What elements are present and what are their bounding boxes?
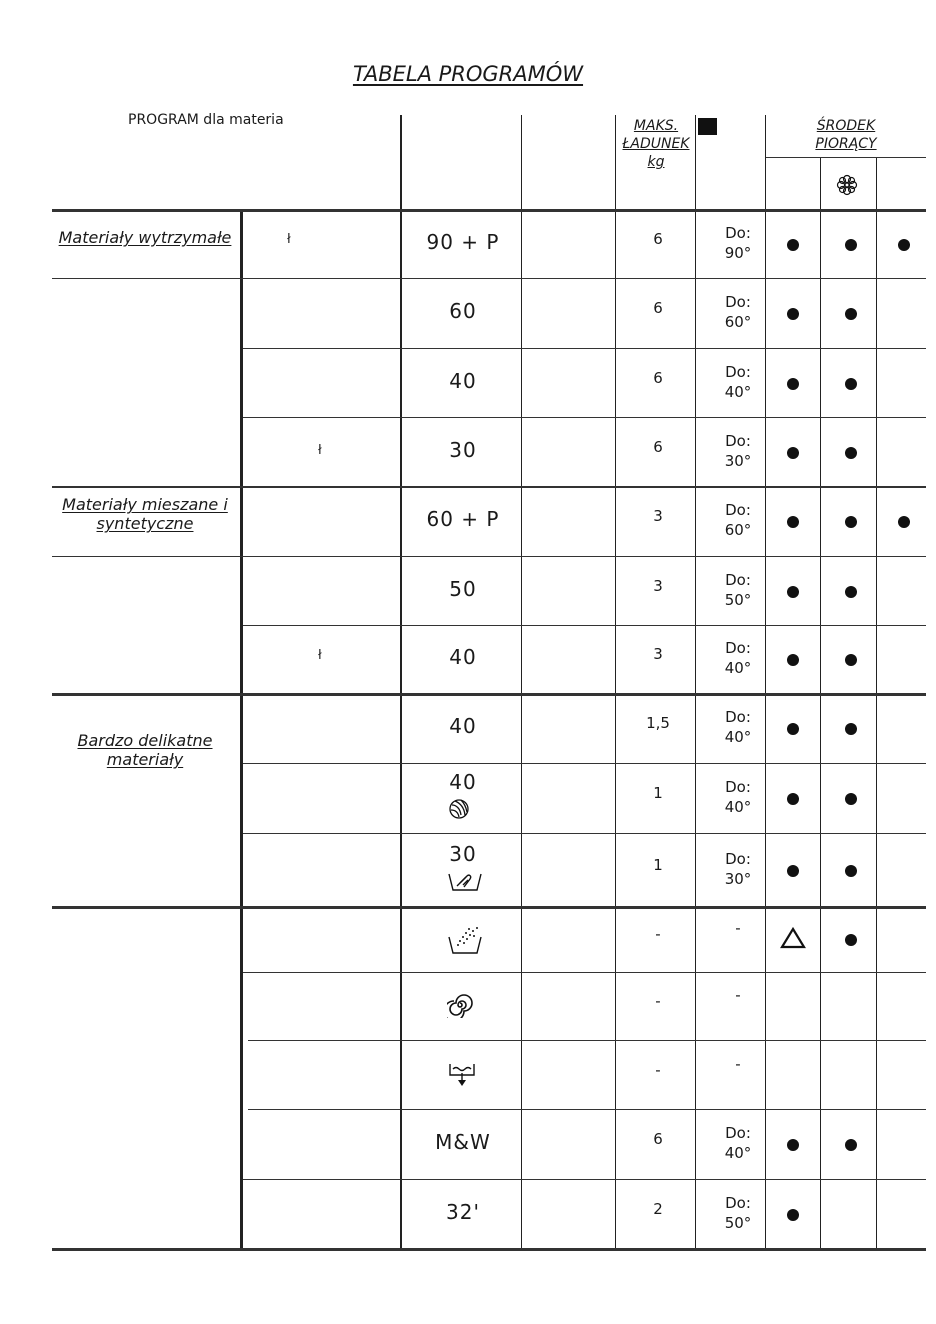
temperature-value xyxy=(700,1193,776,1233)
grid-line xyxy=(248,1109,926,1110)
temperature-value xyxy=(700,362,776,402)
max-load-value: 6 xyxy=(653,1130,663,1148)
grid-line xyxy=(400,115,402,1249)
temperature-value xyxy=(700,1054,776,1074)
program-code: 30 xyxy=(449,437,477,462)
max-load-value: - xyxy=(655,925,661,943)
temperature-value xyxy=(700,292,776,332)
detergent-dot xyxy=(845,378,857,390)
grid-line xyxy=(243,348,926,349)
temp-degree: 40° xyxy=(724,798,752,816)
wool-icon xyxy=(447,798,471,824)
temp-prefix: Do: xyxy=(725,778,751,796)
temp-prefix: Do: xyxy=(725,849,751,868)
detergent-dot xyxy=(845,934,857,946)
program-code: 60 xyxy=(449,299,477,323)
temp-prefix: Do: xyxy=(725,293,751,311)
detergent-dot xyxy=(845,654,857,666)
grid-line xyxy=(876,157,877,1249)
temp-prefix: Do: xyxy=(725,1124,751,1142)
tick-mark: ł xyxy=(318,648,322,663)
grid-line xyxy=(243,763,926,764)
max-load-header: MAKS. ŁADUNEK kg xyxy=(622,118,690,170)
detergent-dot xyxy=(787,447,799,459)
rinse-icon xyxy=(447,925,483,959)
detergent-dot xyxy=(787,793,799,805)
grid-line xyxy=(52,486,926,488)
grid-line xyxy=(695,115,696,1249)
detergent-dot xyxy=(787,1139,799,1151)
grid-line xyxy=(52,209,926,212)
hand-wash-icon xyxy=(447,870,483,896)
grid-line xyxy=(52,906,926,909)
detergent-dot xyxy=(845,516,857,528)
max-load-value: 2 xyxy=(653,1199,663,1218)
detergent-dot xyxy=(787,586,799,598)
temp-degree: 60° xyxy=(724,521,752,539)
grid-line xyxy=(243,972,926,973)
temperature-value xyxy=(700,431,776,471)
detergent-dot xyxy=(845,447,857,459)
temp-degree: 30° xyxy=(724,869,752,888)
temperature-value xyxy=(700,985,776,1005)
detergent-dot xyxy=(787,378,799,390)
temp-degree: 40° xyxy=(724,382,752,401)
temp-degree: 40° xyxy=(724,728,752,746)
category-mixed-synthetic: Materiały mieszane i syntetyczne xyxy=(62,495,228,533)
max-load-value: 3 xyxy=(653,507,663,525)
max-load-value: 3 xyxy=(653,645,663,663)
grid-line xyxy=(240,209,243,1249)
flower-softener-icon xyxy=(836,174,858,196)
grid-line xyxy=(52,278,926,279)
detergent-dot xyxy=(845,239,857,251)
tick-mark: ł xyxy=(287,232,291,247)
temp-degree: 30° xyxy=(724,451,752,470)
detergent-dot xyxy=(845,308,857,320)
grid-line xyxy=(52,693,926,696)
detergent-dot xyxy=(787,308,799,320)
temp-prefix: Do: xyxy=(725,362,751,381)
detergent-dot xyxy=(787,865,799,877)
grid-line xyxy=(766,157,926,158)
temp-prefix: Do: xyxy=(725,501,751,519)
prewash-triangle-icon xyxy=(780,927,806,953)
temp-prefix: - xyxy=(735,1054,741,1073)
max-load-value: 6 xyxy=(653,299,663,317)
detergent-dot xyxy=(845,723,857,735)
detergent-dot xyxy=(787,516,799,528)
page-title: TABELA PROGRAMÓW xyxy=(352,62,584,86)
detergent-dot xyxy=(898,516,910,528)
detergent-dot xyxy=(845,793,857,805)
program-code: 40 xyxy=(449,770,477,794)
grid-line xyxy=(243,417,926,418)
grid-line xyxy=(243,1179,926,1180)
max-load-value: 6 xyxy=(653,437,663,456)
detergent-dot xyxy=(898,239,910,251)
grid-line xyxy=(243,625,926,626)
temp-degree: 50° xyxy=(724,590,752,609)
temperature-value xyxy=(700,223,776,263)
drain-icon xyxy=(447,1061,477,1091)
grid-line xyxy=(52,1248,926,1251)
grid-line xyxy=(243,833,926,834)
temperature-square-icon xyxy=(698,118,717,135)
tick-mark: ł xyxy=(318,443,322,458)
program-code: 90 + P xyxy=(426,229,500,254)
max-load-value: 6 xyxy=(653,368,663,387)
temperature-value xyxy=(700,1123,776,1163)
detergent-header: ŚRODEK PIORĄCY xyxy=(815,118,877,152)
program-code: 40 xyxy=(449,645,477,669)
temp-prefix: - xyxy=(735,986,741,1004)
program-code: 50 xyxy=(449,576,477,601)
detergent-dot xyxy=(787,654,799,666)
max-load-value: - xyxy=(655,992,661,1010)
program-code: 60 + P xyxy=(426,507,500,531)
temp-degree: 90° xyxy=(724,243,752,262)
max-load-value: 3 xyxy=(653,576,663,595)
detergent-dot xyxy=(787,239,799,251)
temperature-value xyxy=(700,849,776,889)
max-load-value: 1,5 xyxy=(646,714,670,732)
category-heavy-duty: Materiały wytrzymałe xyxy=(58,228,232,247)
temp-prefix: Do: xyxy=(725,570,751,589)
temp-prefix: - xyxy=(735,919,741,937)
temp-prefix: Do: xyxy=(725,708,751,726)
temp-prefix: Do: xyxy=(725,223,751,242)
program-code: 30 xyxy=(449,841,477,866)
grid-line xyxy=(248,1040,926,1041)
temp-prefix: Do: xyxy=(725,639,751,657)
grid-line xyxy=(52,556,926,557)
temperature-value xyxy=(700,777,776,817)
temp-prefix: Do: xyxy=(725,1193,751,1212)
temperature-value xyxy=(700,570,776,610)
grid-line xyxy=(820,157,821,1249)
temp-degree: 60° xyxy=(724,313,752,331)
max-load-value: - xyxy=(655,1060,661,1079)
detergent-dot xyxy=(845,865,857,877)
grid-line xyxy=(521,115,522,1249)
max-load-value: 6 xyxy=(653,229,663,248)
category-very-delicate: Bardzo delikatne materiały xyxy=(77,731,213,769)
max-load-value: 1 xyxy=(653,784,663,802)
detergent-dot xyxy=(787,1209,799,1221)
temp-degree: 40° xyxy=(724,659,752,677)
detergent-dot xyxy=(845,586,857,598)
program-code: M&W xyxy=(435,1130,491,1154)
program-code: 40 xyxy=(449,368,477,393)
grid-line xyxy=(765,115,766,1249)
program-code: 32' xyxy=(446,1199,480,1224)
max-load-value: 1 xyxy=(653,855,663,874)
detergent-dot xyxy=(787,723,799,735)
temp-degree: 40° xyxy=(724,1144,752,1162)
temp-prefix: Do: xyxy=(725,431,751,450)
program-code: 40 xyxy=(449,714,477,738)
temperature-value xyxy=(700,707,776,747)
grid-line xyxy=(615,115,616,1249)
temperature-value xyxy=(700,638,776,678)
program-header: PROGRAM dla materia xyxy=(128,112,284,128)
temperature-value xyxy=(700,500,776,540)
temperature-value xyxy=(700,918,776,938)
temp-degree: 50° xyxy=(724,1213,752,1232)
spin-icon xyxy=(447,992,473,1022)
detergent-dot xyxy=(845,1139,857,1151)
